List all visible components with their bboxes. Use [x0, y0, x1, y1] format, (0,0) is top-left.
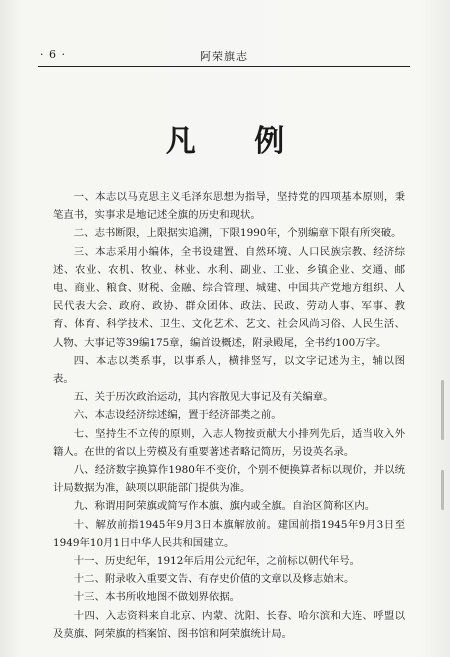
paragraph-9: 九、称谓用阿荣旗或简写作本旗、旗内或全旗。自治区简称区内。 [73, 500, 376, 513]
scan-edge-mark [441, 380, 444, 440]
paragraph-2: 二、志书断限，上限据实追溯，下限1990年，个别编章下限有所突破。 [73, 227, 402, 240]
paragraph-8: 八、经济数字换算作1980年不变价，个别不便换算者标以现价，并以统计局数据为准，缺项以职能部门提供为准。 [53, 464, 405, 495]
paragraph-11: 十一、历史纪年，1912年后用公元纪年，之前标以朝代年号。 [73, 555, 361, 568]
running-title: 阿荣旗志 [200, 50, 248, 63]
paragraph-13: 十三、本书所收地图不做划界依据。 [73, 591, 241, 604]
paragraph-10: 十、解放前指1945年9月3日本旗解放前。建国前指1945年9月3日至1949年10月1日中华人民共和国建立。 [53, 518, 405, 549]
paragraph-3: 三、本志采用小编体，全书设建置、自然环境、人口民族宗教、经济综述、农业、农机、牧业、林业、水利、副业、工业、乡镇企业、交通、邮电、商业、粮食、财税、金融、综合管理、城建、中国共产党地方组织、人民代表大会、政府、政协、群众团体、政法、民政、劳动人事、军事、教育、体育、科学技术、卫生、文化艺术、艺文、社会风尚习俗、人民生活、人物、大事记等39编175章，编首设概述，附录殿尾，全书约100万字。 [53, 245, 405, 349]
paragraph-5: 五、关于历次政治运动，其内容散见大事记及有关编章。 [73, 391, 334, 404]
section-title: 凡 例 [165, 124, 309, 159]
paragraph-12: 十二、附录收入重要文告、有存史价值的文章以及修志始末。 [73, 573, 355, 586]
scan-edge-mark [441, 470, 444, 510]
paragraph-4: 四、本志以类系事，以事系人，横排竖写，以文字记述为主，辅以图表。 [53, 354, 405, 386]
paragraph-1: 一、本志以马克思主义毛泽东思想为指导，坚持党的四项基本原则，秉笔直书，实事求是地记述全旗的历史和现状。 [53, 191, 405, 222]
page-header [40, 48, 408, 64]
header-rule [38, 66, 410, 67]
paragraph-14: 十四、入志资料来自北京、内蒙、沈阳、长春、哈尔滨和大连、呼盟以及莫旗、阿荣旗的档案馆、图书馆和阿荣旗统计局。 [53, 609, 405, 640]
preface-body [53, 188, 405, 643]
page-number: · 6 · [40, 48, 66, 61]
paragraph-6: 六、本志设经济综述编，置于经济部类之前。 [73, 409, 282, 422]
paragraph-7: 七、坚持生不立传的原则，入志人物按贡献大小排列先后，适当收入外籍人。在世的省以上劳模及有重要著述者略记简历，另设英名录。 [53, 427, 405, 458]
